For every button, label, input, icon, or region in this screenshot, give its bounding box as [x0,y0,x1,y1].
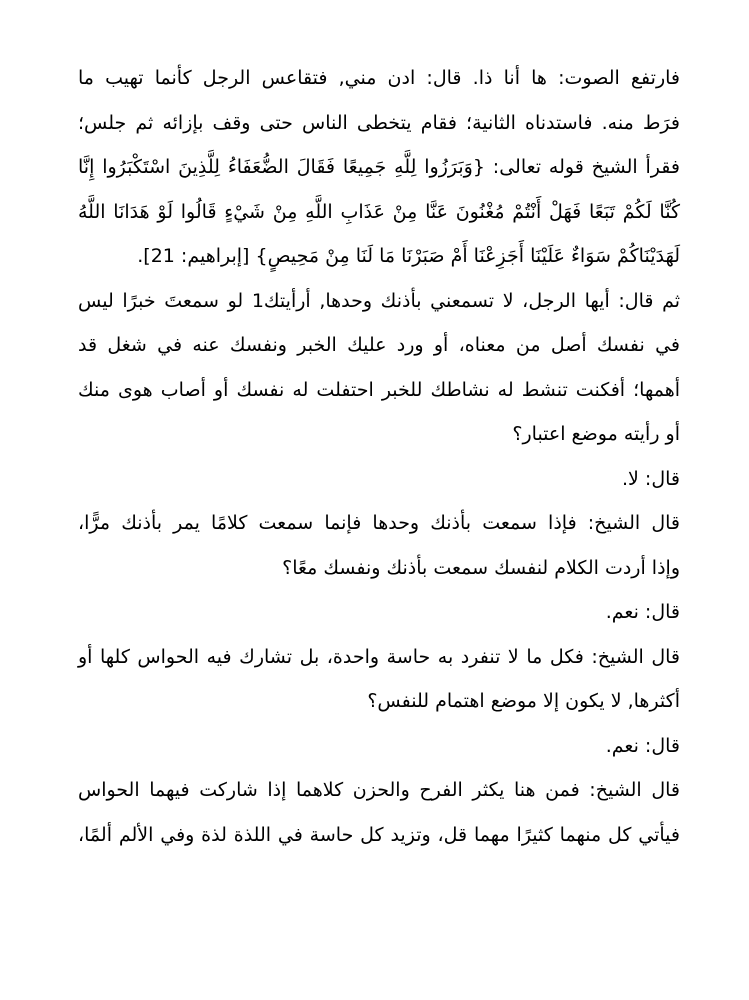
text-line: فيأتي كل منهما كثيرًا مهما قل، وتزيد كل حاسة في اللذة لذة وفي الألم ألمًا، [78,823,680,846]
text-line: قال الشيخ: فإذا سمعت بأذنك وحدها فإنما سمعت كلامًا يمر بأذنك مرًّا، [78,512,680,534]
text-line: أكثرها, لا يكون إلا موضع اهتمام للنفس؟ [367,690,680,712]
text-line: قال: لا. [622,467,680,490]
paragraph-reply-yes [78,590,680,635]
text-line: قال: نعم. [605,734,680,757]
text-line: قال الشيخ: فكل ما لا تنفرد به حاسة واحدة، بل تشارك فيه الحواس كلها أو [78,645,680,668]
quran-verse-line: كُنَّا لَكُمْ تَبَعًا فَهَلْ أَنْتُمْ مُغْنُونَ عَنَّا مِنْ عَذَابِ اللَّهِ مِنْ شَيْءٍ قَالُوا لَوْ هَدَانَا اللَّهُ [78,200,680,223]
paragraph-reply-yes [78,724,680,769]
paragraph-sheikh-ear [78,501,680,590]
quran-verse-line: فقرأ الشيخ قوله تعالى: {وَبَرَزُوا لِلَّهِ جَمِيعًا فَقَالَ الضُّعَفَاءُ لِلَّذِينَ اسْتَكْبَرُوا إِنَّا [78,156,680,178]
text-line: قال: نعم. [605,601,680,623]
paragraph-reply-no [78,457,680,502]
paragraph-sheikh-question [78,279,680,457]
text-line: فارتفع الصوت: ها أنا ذا. قال: ادن مني, فتقاعس الرجل كأنما تهيب ما [78,67,680,89]
text-line: في نفسك أصل من معناه، أو ورد عليك الخبر ونفسك عنه في شغل قد [78,334,680,356]
text-line: ثم قال: أيها الرجل، لا تسمعني بأذنك وحدها, أرأيتك1 لو سمعتَ خبرًا ليس [78,289,680,312]
text-line: قال الشيخ: فمن هنا يكثر الفرح والحزن كلاهما إذا شاركت فيهما الحواس [78,779,680,801]
text-line: فرَط منه. فاستدناه الثانية؛ فقام يتخطى الناس حتى وقف بإزائه ثم جلس؛ [78,111,680,134]
text-line: أهمها؛ أفكنت تنشط له نشاطك للخبر احتفلت له نفسك أو أصاب هوى منك [78,378,680,401]
paragraph-opening [78,56,680,279]
text-line: أو رأيته موضع اعتبار؟ [512,423,680,445]
quran-verse-line: لَهَدَيْنَاكُمْ سَوَاءٌ عَلَيْنَا أَجَزِعْنَا أَمْ صَبَرْنَا مَا لَنَا مِنْ مَحِيصٍ} [إبراهيم: 21]. [137,245,680,267]
page-body [78,56,680,857]
paragraph-sheikh-joy-sorrow [78,768,680,857]
text-line: وإذا أردت الكلام لنفسك سمعت بأذنك ونفسك معًا؟ [282,556,680,579]
paragraph-sheikh-senses [78,635,680,724]
